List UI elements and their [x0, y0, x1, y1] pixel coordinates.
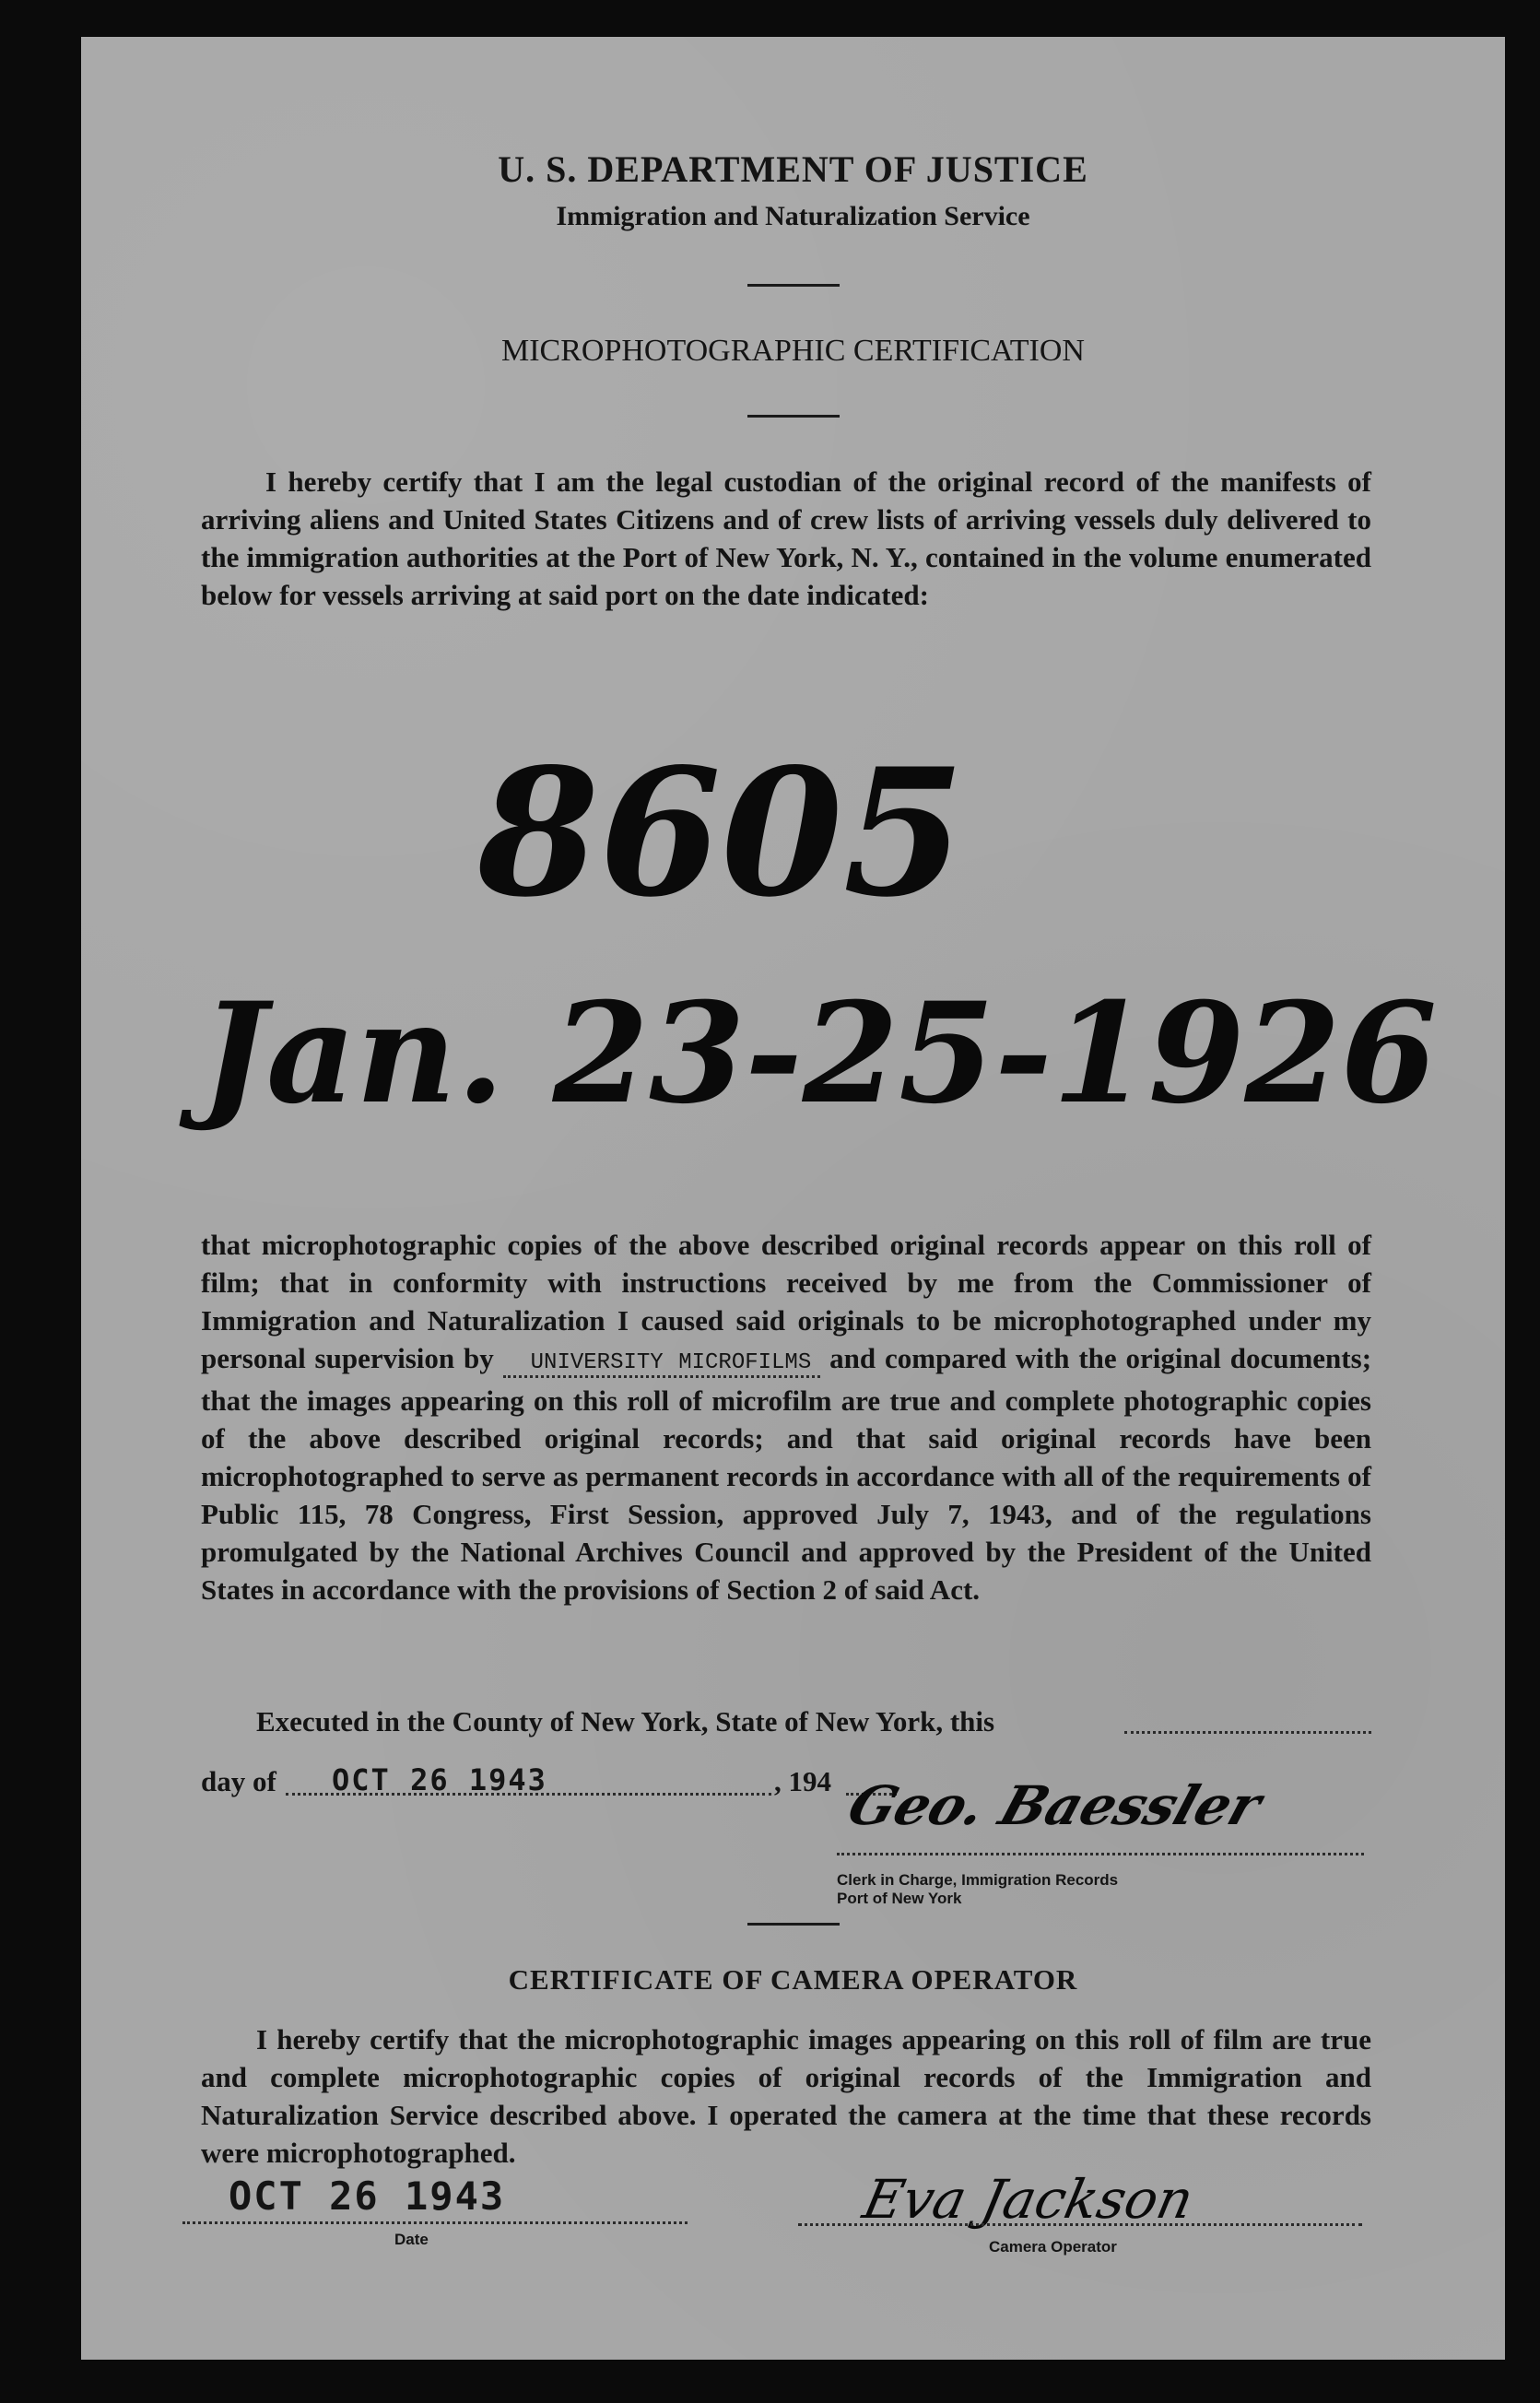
divider [747, 1923, 840, 1926]
blank-line [1124, 1731, 1371, 1734]
date-label: Date [394, 2231, 429, 2248]
operator-signature: Eva Jackson [857, 2168, 1199, 2231]
camera-operator-text: I hereby certify that the microphotographic images appearing on this roll of film are true and complete microphotographic copies of original records of the Immigration and Naturalization Service described above. I operated the camera at the time that these records were microphotographed. [201, 2023, 1371, 2169]
body-part-2: and compared with the original documents; that the images appearing on this roll of microfilm are true and complete photographic copies of the above described original records; and that said original records have been microphotographed to serve as permanent records in accordance with all of the requirements of Public 115, 78 Congress, First Session, approved July 7, 1943, and of the regulations promulgated by the National Archives Council and approved by the President of the United States in accordance with the provisions of Section 2 of said Act. [201, 1342, 1372, 1606]
certificate-page [81, 37, 1505, 2360]
executed-text: Executed in the County of New York, State of New York, this [256, 1705, 995, 1737]
clerk-title: Clerk in Charge, Immigration Records Port of New York [837, 1871, 1119, 1907]
camera-operator-heading: CERTIFICATE OF CAMERA OPERATOR [508, 1963, 1078, 1996]
volume-number: 8605 [477, 730, 965, 936]
body-part-1: that microphotographic copies of the above described original records appear on this roll of film; that in conformity with instructions received by me from the Commissioner of Immigration and Naturalization I caused said originals to be microphotographed under my personal supervision by [201, 1229, 1371, 1374]
handwriting-area [81, 682, 1505, 1198]
department-title: U. S. DEPARTMENT OF JUSTICE [498, 148, 1088, 190]
operator-signature-line [798, 2223, 1362, 2226]
body-paragraph [201, 1226, 1371, 1608]
camera-operator-label: Camera Operator [989, 2238, 1117, 2256]
microfilm-company: UNIVERSITY MICROFILMS [503, 1350, 821, 1378]
intro-paragraph: I hereby certify that I am the legal custodian of the original record of the manifests of arriving aliens and United States Citizens and of crew lists of arriving vessels duly delivered to the immigration authorities at the Port of New York, N. Y., contained in the volume enumerated below for vessels arriving at said port on the date indicated: [201, 465, 1371, 611]
signature-line [837, 1853, 1364, 1855]
service-subtitle: Immigration and Naturalization Service [556, 201, 1030, 231]
date-line [182, 2221, 688, 2224]
divider [747, 415, 840, 418]
day-of-label: day of [201, 1765, 276, 1797]
divider [747, 284, 840, 287]
certification-title: MICROPHOTOGRAPHIC CERTIFICATION [500, 334, 1085, 368]
date-range: Jan. 23-25-1926 [201, 972, 1438, 1135]
clerk-signature: Geo. Baessler [840, 1774, 1269, 1837]
day-stamp: OCT 26 1943 [332, 1762, 547, 1797]
year-label: , 194 [774, 1765, 831, 1797]
operator-date-stamp: OCT 26 1943 [229, 2173, 506, 2219]
